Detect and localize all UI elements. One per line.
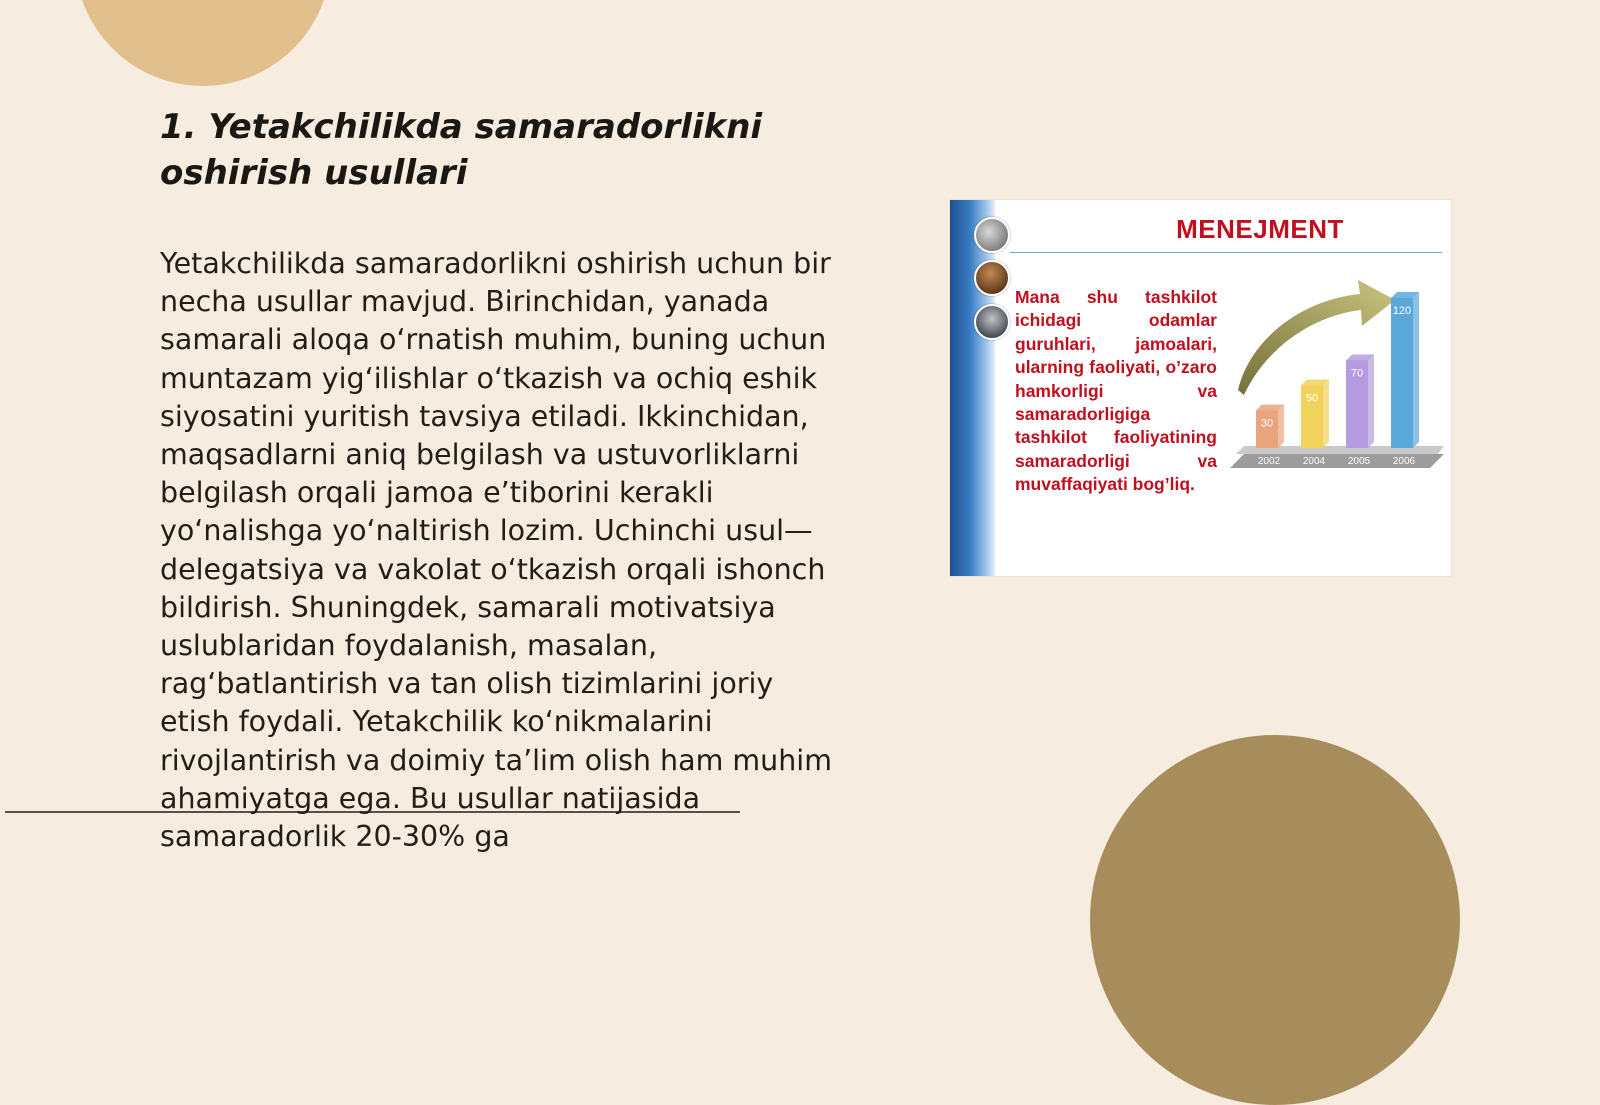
growth-bar-chart: [1230, 270, 1452, 480]
bar-side: [1323, 380, 1329, 449]
x-tick-label: 2002: [1257, 456, 1281, 467]
decorative-circle-top: [75, 0, 331, 86]
decorative-circle-bottom: [1090, 735, 1460, 1105]
bar-side: [1368, 355, 1374, 449]
person-photo-icon: [974, 304, 1010, 340]
card-paragraph: Mana shu tashkilot ichidagi odamlar guruhlari, jamoalari, ularning faoliyati, o’zaro hamkorligi va samaradorligiga tashkilot faoliyatining samaradorligi va muvaffaqiyati bog’liq.: [1015, 287, 1217, 495]
bar-value-label: 50: [1305, 392, 1319, 405]
x-tick-label: 2005: [1347, 456, 1371, 467]
bar-side: [1278, 405, 1284, 449]
menejment-image: [950, 200, 1451, 576]
card-side-bar: [950, 200, 995, 576]
bar-value-label: 30: [1260, 417, 1274, 430]
bar-2006: [1391, 298, 1413, 448]
x-tick-label: 2006: [1392, 456, 1416, 467]
person-photo-icon: [974, 260, 1010, 296]
slide-body-text: Yetakchilikda samaradorlikni oshirish uchun bir necha usullar mavjud. Birinchidan, yanada samarali aloqa o‘rnatish muhim, buning uchun muntazam yig‘ilishlar o‘tkazish va ochiq eshik siyosatini yuritish tavsiya etiladi. Ikkinchidan, maqsadlarni aniq belgilash va ustuvorliklarni belgilash orqali jamoa e’tiborini kerakli yo‘nalishga yo‘naltirish lozim. Uchinchi usul—delegatsiya va vakolat o‘tkazish orqali ishonch bildirish. Shuningdek, samarali motivatsiya uslublaridan foydalanish, masalan, rag‘batlantirish va tan olish tizimlarini joriy etish foydali. Yetakchilik ko‘nikmalarini rivojlantirish va doimiy ta’lim olish ham muhim ahamiyatga ega. Bu usullar natijasida samaradorlik 20-30% ga: [160, 247, 832, 854]
card-heading-rule: [1010, 252, 1442, 253]
bar-value-label: 70: [1350, 367, 1364, 380]
person-photo-icon: [974, 217, 1010, 253]
bar-value-label: 120: [1392, 305, 1412, 317]
card-heading: MENEJMENT: [1176, 214, 1344, 244]
x-tick-label: 2004: [1302, 456, 1326, 467]
slide-title: 1. Yetakchilikda samaradorlikni oshirish usullari: [160, 107, 763, 193]
bar-side: [1413, 292, 1419, 448]
